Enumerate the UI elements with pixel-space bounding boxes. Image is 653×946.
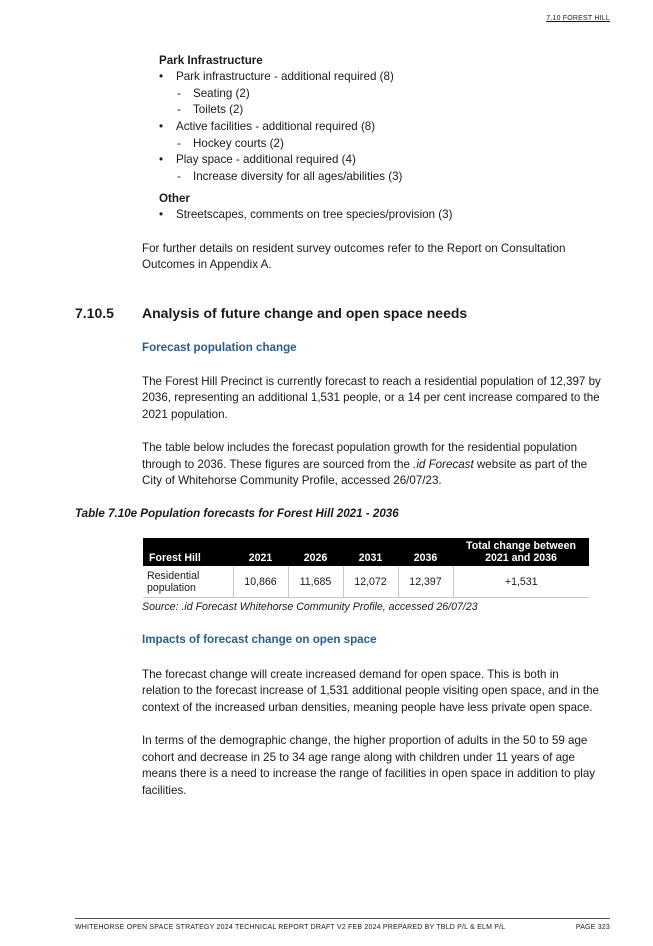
table-source: Source: .id Forecast Whitehorse Community Profile, accessed 26/07/23 xyxy=(142,601,478,613)
paragraph-line: 2021 population. xyxy=(142,408,228,421)
footer-divider xyxy=(75,918,610,919)
table-caption: Table 7.10e Population forecasts for Forest Hill 2021 - 2036 xyxy=(75,507,399,520)
list-item: Streetscapes, comments on tree species/provision (3) xyxy=(176,208,453,221)
impacts-heading: Impacts of forecast change on open space xyxy=(142,633,377,646)
list-subitem: Hockey courts (2) xyxy=(193,137,284,150)
table-cell: 12,072 xyxy=(343,566,398,598)
list-item: Active facilities - additional required (8) xyxy=(176,120,376,133)
paragraph-line: context of the increased urban densities, meaning people have less private open space. xyxy=(142,701,593,714)
text-span: website as part of the xyxy=(473,458,588,471)
paragraph-line: City of Whitehorse Community Profile, accessed 26/07/23. xyxy=(142,474,442,487)
paragraph-line: facilities. xyxy=(142,784,187,797)
dash-icon: - xyxy=(177,103,181,116)
bullet-icon: • xyxy=(159,208,164,221)
forecast-source-name: .id Forecast xyxy=(413,458,474,471)
forecast-heading: Forecast population change xyxy=(142,341,297,354)
page-footer xyxy=(75,924,610,931)
page-number: PAGE 323 xyxy=(575,924,610,931)
bullet-icon: • xyxy=(159,70,164,83)
dash-icon: - xyxy=(177,170,181,183)
dash-icon: - xyxy=(177,137,181,150)
table-cell: 11,685 xyxy=(288,566,343,598)
other-heading: Other xyxy=(159,192,190,205)
text-span: through to 2036. These figures are sourced from the xyxy=(142,458,414,471)
paragraph-line: relation to the forecast increase of 1,531 additional people visiting open space, and in the xyxy=(142,684,599,697)
paragraph-line: The Forest Hill Precinct is currently forecast to reach a residential population of 12,397 by xyxy=(142,375,601,388)
table-header-cell: 2036 xyxy=(398,538,453,566)
paragraph-line: cohort and decrease in 25 to 34 age range along with children under 11 years of age xyxy=(142,751,575,764)
bullet-icon: • xyxy=(159,120,164,133)
bullet-icon: • xyxy=(159,153,164,166)
paragraph-line xyxy=(142,457,587,474)
table-header-row xyxy=(143,538,589,566)
section-title: Analysis of future change and open space needs xyxy=(142,305,468,321)
further-details-line: For further details on resident survey outcomes refer to the Report on Consultation xyxy=(142,242,566,255)
table-cell: +1,531 xyxy=(453,566,589,598)
table-row xyxy=(143,566,589,598)
list-subitem: Seating (2) xyxy=(193,87,250,100)
list-item: Park infrastructure - additional required (8) xyxy=(176,70,394,83)
paragraph-line: means there is a need to increase the range of facilities in open space in addition to play xyxy=(142,767,596,780)
list-item: Play space - additional required (4) xyxy=(176,153,356,166)
table-header-cell: 2031 xyxy=(343,538,398,566)
running-header: 7.10 FOREST HILL xyxy=(546,15,610,22)
dash-icon: - xyxy=(177,87,181,100)
table-cell: 12,397 xyxy=(398,566,453,598)
table-header-cell: 2026 xyxy=(288,538,343,566)
list-subitem: Toilets (2) xyxy=(193,103,244,116)
population-table xyxy=(143,538,589,598)
paragraph-line: The forecast change will create increased demand for open space. This is both in xyxy=(142,668,559,681)
paragraph-line: The table below includes the forecast population growth for the residential population xyxy=(142,441,578,454)
paragraph-line: In terms of the demographic change, the higher proportion of adults in the 50 to 59 age xyxy=(142,734,588,747)
table-cell: 10,866 xyxy=(233,566,288,598)
list-subitem: Increase diversity for all ages/abilities (3) xyxy=(193,170,403,183)
park-infrastructure-heading: Park Infrastructure xyxy=(159,54,263,67)
table-header-cell: 2021 xyxy=(233,538,288,566)
table-header-cell: Forest Hill xyxy=(143,538,233,566)
footer-text: WHITEHORSE OPEN SPACE STRATEGY 2024 TECHNICAL REPORT DRAFT V2 FEB 2024 PREPARED BY TBLD P/L & ELM P/L xyxy=(75,924,506,931)
table-header-cell: Total change between 2021 and 2036 xyxy=(453,538,589,566)
paragraph-line: 2036, representing an additional 1,531 people, or a 14 per cent increase compared to the xyxy=(142,391,600,404)
further-details-line: Outcomes in Appendix A. xyxy=(142,258,272,271)
table-cell: Residential population xyxy=(143,566,233,598)
section-number: 7.10.5 xyxy=(75,305,114,321)
